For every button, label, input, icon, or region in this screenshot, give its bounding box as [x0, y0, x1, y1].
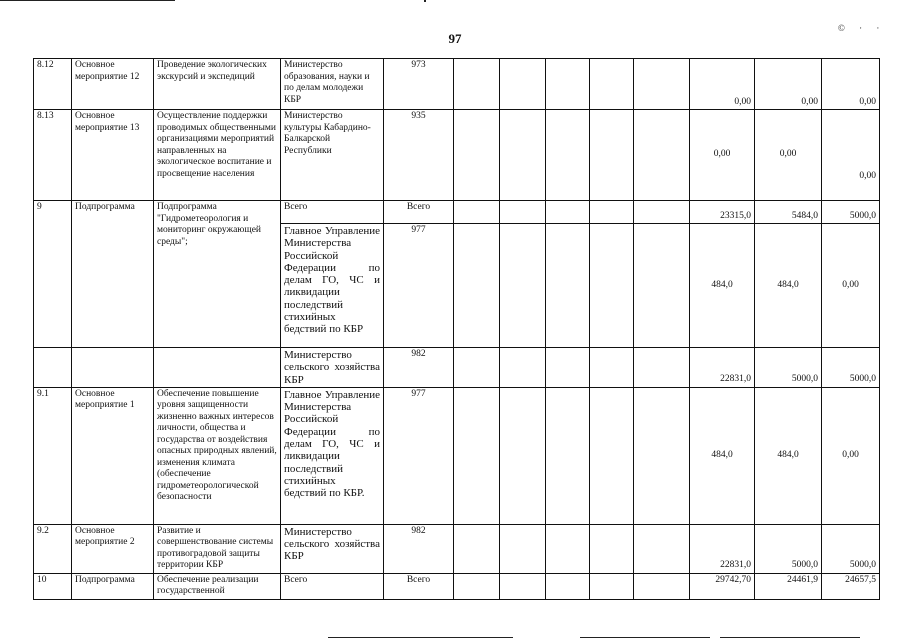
- row-number: 10: [34, 573, 72, 599]
- corner-mark: © · ·: [838, 23, 886, 33]
- value-3: 24657,5: [822, 573, 880, 599]
- value-1: 29742,70: [690, 573, 755, 599]
- value-1: 484,0: [690, 224, 755, 348]
- value-3: 5000,0: [822, 201, 880, 224]
- empty-cell: [546, 348, 590, 388]
- value-1: 0,00: [690, 59, 755, 110]
- value-1: 22831,0: [690, 524, 755, 573]
- empty-cell: [634, 59, 690, 110]
- row-executor: Всего: [281, 573, 384, 599]
- value-3: 0,00: [822, 224, 880, 348]
- page-number: 97: [448, 31, 462, 46]
- row-number: 8.12: [34, 59, 72, 110]
- value-3: 0,00: [822, 387, 880, 524]
- value-1: 0,00: [690, 110, 755, 201]
- value-3: 5000,0: [822, 524, 880, 573]
- row-executor: Главное Управление Министерства Российской Федерации по делам ГО, ЧС и ликвидации последствий стихийных бедствий по КБР.: [281, 387, 384, 524]
- row-code: 977: [384, 387, 454, 524]
- empty-cell: [546, 387, 590, 524]
- value-3: 0,00: [822, 59, 880, 110]
- bottom-edge-line: [580, 637, 710, 638]
- value-1: 23315,0: [690, 201, 755, 224]
- table-row: [34, 59, 880, 110]
- row-executor: Министерство сельского хозяйства КБР: [281, 348, 384, 388]
- budget-table: [33, 58, 880, 600]
- empty-cell: [72, 348, 154, 388]
- row-code: 982: [384, 524, 454, 573]
- row-type: Основное мероприятие 12: [72, 59, 154, 110]
- empty-cell: [546, 110, 590, 201]
- table-row: [34, 201, 880, 224]
- empty-cell: [500, 348, 546, 388]
- empty-cell: [634, 201, 690, 224]
- empty-cell: [634, 387, 690, 524]
- empty-cell: [454, 59, 500, 110]
- empty-cell: [546, 573, 590, 599]
- value-2: 0,00: [755, 59, 822, 110]
- value-2: 484,0: [755, 224, 822, 348]
- empty-cell: [634, 524, 690, 573]
- row-executor: Всего: [281, 201, 384, 224]
- row-name: Осуществление поддержки проводимых общественными организациями мероприятий направленных на экологическое воспитание и просвещение населения: [154, 110, 281, 201]
- empty-cell: [546, 59, 590, 110]
- value-2: 484,0: [755, 387, 822, 524]
- empty-cell: [154, 348, 281, 388]
- value-1: 22831,0: [690, 348, 755, 388]
- table-row: [34, 387, 880, 524]
- row-executor: Министерство культуры Кабардино-Балкарской Республики: [281, 110, 384, 201]
- row-executor: Министерство сельского хозяйства КБР: [281, 524, 384, 573]
- row-code: 982: [384, 348, 454, 388]
- empty-cell: [500, 387, 546, 524]
- empty-cell: [634, 348, 690, 388]
- empty-cell: [500, 59, 546, 110]
- empty-cell: [634, 224, 690, 348]
- top-edge-line: [0, 0, 175, 1]
- empty-cell: [590, 387, 634, 524]
- row-number: 8.13: [34, 110, 72, 201]
- empty-cell: [590, 524, 634, 573]
- empty-cell: [500, 201, 546, 224]
- empty-cell: [590, 59, 634, 110]
- row-number: 9: [34, 201, 72, 348]
- empty-cell: [454, 348, 500, 388]
- value-2: 24461,9: [755, 573, 822, 599]
- value-2: 5000,0: [755, 348, 822, 388]
- empty-cell: [500, 110, 546, 201]
- empty-cell: [454, 110, 500, 201]
- table-row: [34, 348, 880, 388]
- empty-cell: [634, 573, 690, 599]
- row-executor: Министерство образования, науки и по делам молодежи КБР: [281, 59, 384, 110]
- empty-cell: [634, 110, 690, 201]
- value-3: 0,00: [822, 110, 880, 201]
- row-name: Подпрограмма "Гидрометеорология и мониторинг окружающей среды";: [154, 201, 281, 348]
- empty-cell: [454, 387, 500, 524]
- row-type: Основное мероприятие 13: [72, 110, 154, 201]
- value-1: 484,0: [690, 387, 755, 524]
- row-code: 935: [384, 110, 454, 201]
- table-row: [34, 573, 880, 599]
- row-number: 9.2: [34, 524, 72, 573]
- row-code: 973: [384, 59, 454, 110]
- empty-cell: [546, 224, 590, 348]
- row-type: Основное мероприятие 1: [72, 387, 154, 524]
- empty-cell: [590, 224, 634, 348]
- empty-cell: [590, 110, 634, 201]
- value-2: 5000,0: [755, 524, 822, 573]
- empty-cell: [454, 201, 500, 224]
- empty-cell: [590, 201, 634, 224]
- bottom-edge-line: [720, 637, 860, 638]
- bottom-edge-line: [328, 637, 513, 638]
- empty-cell: [454, 573, 500, 599]
- row-code: 977: [384, 224, 454, 348]
- row-name: Обеспечение повышение уровня защищенности жизненно важных интересов личности, общества и государства от воздействия опасных природных явлений, изменения климата (обеспечение гидрометеорологической безопасности: [154, 387, 281, 524]
- top-edge-dot: [424, 0, 426, 2]
- row-name: Развитие и совершенствование системы противоградовой защиты территории КБР: [154, 524, 281, 573]
- row-type: Подпрограмма: [72, 201, 154, 348]
- empty-cell: [546, 524, 590, 573]
- empty-cell: [500, 573, 546, 599]
- value-2: 5484,0: [755, 201, 822, 224]
- row-code: Всего: [384, 201, 454, 224]
- row-code: Всего: [384, 573, 454, 599]
- row-type: Подпрограмма: [72, 573, 154, 599]
- row-name: Проведение экологических экскурсий и экспедиций: [154, 59, 281, 110]
- value-3: 5000,0: [822, 348, 880, 388]
- empty-cell: [34, 348, 72, 388]
- empty-cell: [500, 524, 546, 573]
- empty-cell: [590, 573, 634, 599]
- row-number: 9.1: [34, 387, 72, 524]
- row-executor: Главное Управление Министерства Российской Федерации по делам ГО, ЧС и ликвидации последствий стихийных бедствий по КБР: [281, 224, 384, 348]
- empty-cell: [454, 524, 500, 573]
- row-name: Обеспечение реализации государственной: [154, 573, 281, 599]
- table-row: [34, 110, 880, 201]
- empty-cell: [454, 224, 500, 348]
- empty-cell: [590, 348, 634, 388]
- value-2: 0,00: [755, 110, 822, 201]
- row-type: Основное мероприятие 2: [72, 524, 154, 573]
- empty-cell: [500, 224, 546, 348]
- table-row: [34, 524, 880, 573]
- empty-cell: [546, 201, 590, 224]
